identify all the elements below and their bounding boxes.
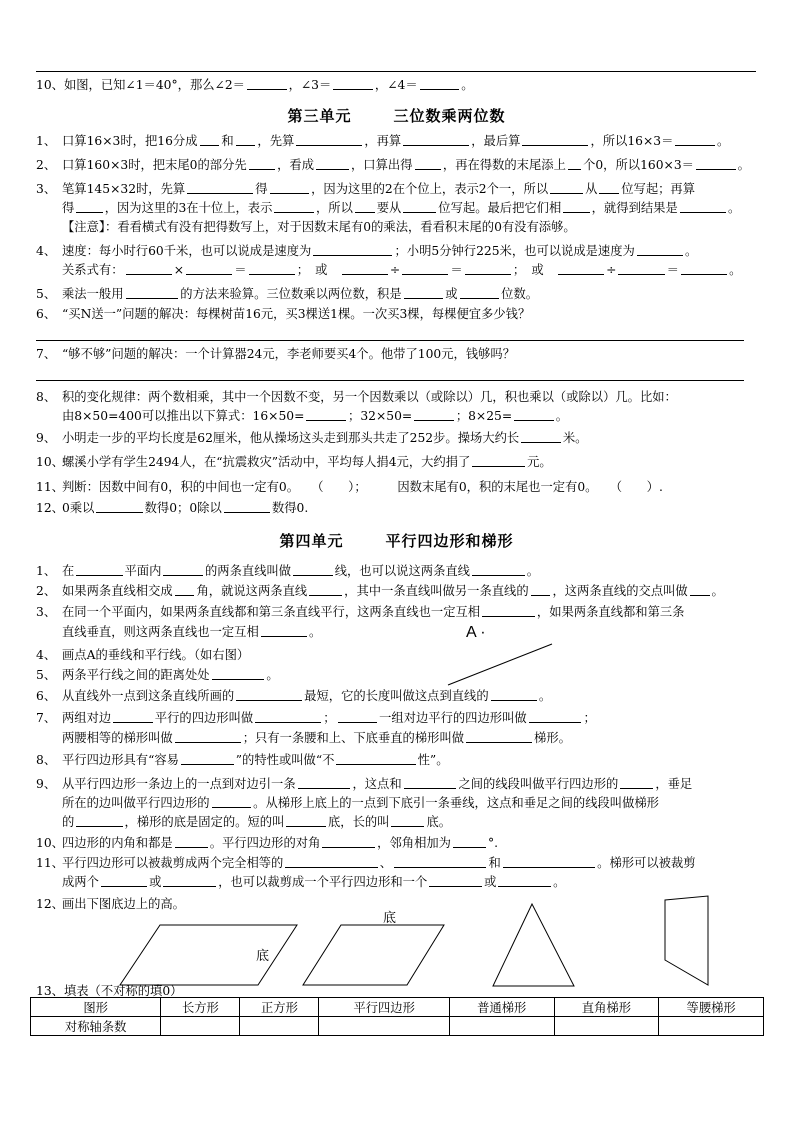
table-answer-cell[interactable] — [240, 1017, 319, 1036]
unit4-line: 1、 在 平面内 的两条直线叫做 线，也可以说这两条直线 。 — [36, 564, 540, 578]
question-number: 9、 — [36, 777, 57, 791]
unit4-line: 6、 从直线外一点到这条直线所画的 最短，它的长度叫做这点到直线的 。 — [36, 689, 552, 703]
question-number: 3、 — [36, 605, 57, 619]
table-answer-cell[interactable] — [319, 1017, 449, 1036]
unit4-line: 直线垂直，则这两条直线也一定互相 。 — [62, 625, 322, 639]
unit3-line: 4、 速度：每小时行60千米，也可以说成是速度为 ；小明5分钟行225米，也可以说成是速度为 。 — [36, 244, 698, 258]
question-number: 12、 — [36, 897, 64, 911]
unit3-line: 1、 口算16×3时，把16分成 和 ，先算 ，再算 ，最后算 ，所以16×3＝ 。 — [36, 134, 730, 148]
unit3-line: 3、 笔算145×32时，先算 得 ，因为这里的2在个位上，表示2个一，所以 从 位写起；再算 — [36, 182, 696, 196]
parallelogram-middle — [303, 925, 444, 985]
unit4-line: 3、 在同一个平面内，如果两条直线都和第三条直线平行，这两条直线也一定互相 ，如果两条直线都和第三条 — [36, 605, 685, 619]
unit4-line: 4、 画点A的垂线和平行线。（如右图） — [36, 648, 250, 662]
unit-title: 第四单元 — [279, 532, 344, 550]
table-header-cell: 等腰梯形 — [659, 998, 764, 1017]
question-number: 1、 — [36, 564, 57, 578]
unit4-line: 两腰相等的梯形叫做 ；只有一条腰和上、下底垂直的梯形叫做 梯形。 — [62, 731, 571, 745]
symmetry-table — [30, 997, 764, 1036]
table-answer-cell[interactable] — [554, 1017, 659, 1036]
unit3-line: 5、 乘法一般用 的方法来验算。三位数乘以两位数，积是 或 位数。 — [36, 287, 539, 301]
base-label-top: 底 — [383, 911, 397, 926]
table-header-cell: 平行四边形 — [319, 998, 449, 1017]
table-answer-cell[interactable] — [161, 1017, 240, 1036]
question-number: 12、 — [36, 501, 64, 515]
triangle — [493, 904, 574, 986]
unit4-line: 12、画出下图底边上的高。 — [36, 897, 185, 911]
unit3-line: 【注意】：看看横式有没有把得数写上，对于因数末尾有0的乘法，看看积末尾的0有没有添够。 — [62, 220, 576, 234]
unit3-line: 2、 口算160×3时，把末尾0的部分先 ，看成 ，口算出得 ，再在得数的末尾添上 个0，所以160×3＝ 。 — [36, 158, 750, 172]
unit4-line: 5、 两条平行线之间的距离处处 。 — [36, 668, 279, 682]
unit3-line: 6、 “买N送一”问题的解决：每棵树苗16元，买3棵送1棵。一次买3棵，每棵便宜多少钱？ — [36, 307, 531, 321]
parallelogram-left — [120, 925, 297, 985]
table-answer-cell[interactable] — [449, 1017, 554, 1036]
question-number: 5、 — [36, 287, 57, 301]
unit3-line: 10、螺溪小学有学生2494人，在“抗震救灾”活动中，平均每人捐4元，大约捐了 元。 — [36, 455, 552, 469]
unit-subtitle: 平行四边形和梯形 — [385, 532, 514, 550]
table-header-cell: 长方形 — [161, 998, 240, 1017]
unit3-line: 9、 小明走一步的平均长度是62厘米，他从操场这头走到那头共走了252步。操场大约长 米。 — [36, 431, 588, 445]
unit4-line: 9、 从平行四边形一条边上的一点到对边引一条 ，这点和 之间的线段叫做平行四边形的 ，垂足 — [36, 777, 693, 791]
unit3-line: 关系式有： × ＝ ； 或 ÷ ＝ ； 或 ÷ ＝ 。 — [62, 263, 742, 277]
question-number: 4、 — [36, 244, 57, 258]
question-number: 10、 — [36, 455, 64, 469]
table-header-cell: 直角梯形 — [554, 998, 659, 1017]
unit3-line: 12、0乘以 数得0；0除以 数得0. — [36, 501, 309, 515]
unit4-line: 2、 如果两条直线相交成 角，就说这两条直线 ，其中一条直线叫做另一条直线的 ，这两条直线的交点叫做 。 — [36, 584, 724, 598]
unit3-line: 得 ，因为这里的3在十位上，表示 ，所以 要从 位写起。最后把它们相 ，就得到结果是 。 — [62, 201, 741, 215]
question-number: 5、 — [36, 668, 57, 682]
question-number: 2、 — [36, 584, 57, 598]
q13-title: 13、填表（不对称的填0） — [36, 984, 183, 998]
line-near-point-a — [448, 644, 552, 685]
unit3-line: 7、 “够不够”问题的解决：一个计算器24元，李老师要买4个。他带了100元，钱够吗？ — [36, 347, 516, 361]
unit-title: 第三单元 — [287, 107, 352, 125]
unit4-line: 10、四边形的内角和都是 。平行四边形的对角 ，邻角相加为 °. — [36, 836, 499, 850]
question-number: 10、 — [36, 836, 64, 850]
unit3-line: 8、 积的变化规律：两个数相乘，其中一个因数不变，另一个因数乘以（或除以）几，积也乘以（或除以）几。比如： — [36, 390, 677, 404]
question-number: 6、 — [36, 307, 57, 321]
unit4-line: 7、 两组对边 平行的四边形叫做 ； 一组对边平行的四边形叫做 ； — [36, 711, 596, 725]
unit4-line: 成两个 或 ，也可以裁剪成一个平行四边形和一个 或 。 — [62, 875, 566, 889]
table-header-cell: 普通梯形 — [449, 998, 554, 1017]
table-answer-cell[interactable] — [659, 1017, 764, 1036]
question-number: 2、 — [36, 158, 57, 172]
unit4-line: 11、平行四边形可以被裁剪成两个完全相等的 、 和 。梯形可以被裁剪 — [36, 856, 696, 870]
question-number: 6、 — [36, 689, 57, 703]
table-header-row — [31, 998, 764, 1017]
question-number: 11、 — [36, 480, 64, 494]
question-number: 7、 — [36, 347, 57, 361]
question-number: 8、 — [36, 390, 57, 404]
question-number: 8、 — [36, 753, 57, 767]
table-header-cell: 正方形 — [240, 998, 319, 1017]
unit-subtitle: 三位数乘两位数 — [393, 107, 506, 125]
trapezoid — [665, 896, 708, 985]
question-number: 1、 — [36, 134, 57, 148]
question-number: 9、 — [36, 431, 57, 445]
angle-question: 10、如图，已知∠1＝40°，那么∠2＝ ，∠3＝ ，∠4＝ 。 — [36, 78, 474, 92]
question-number: 11、 — [36, 856, 64, 870]
table-row-label: 对称轴条数 — [31, 1017, 161, 1036]
table-row — [31, 1017, 764, 1036]
table-header-cell: 图形 — [31, 998, 161, 1017]
question-number: 4、 — [36, 648, 57, 662]
question-number: 7、 — [36, 711, 57, 725]
question-number: 3、 — [36, 182, 57, 196]
unit4-line: 8、 平行四边形具有“容易 ”的特性或叫做“不 性”。 — [36, 753, 449, 767]
unit3-line: 11、判断：因数中间有0，积的中间也一定有0。 （ ）； 因数末尾有0，积的末尾也一定有0。 （ ）. — [36, 480, 663, 494]
unit4-line: 的 ，梯形的底是固定的。短的叫 底，长的叫 底。 — [62, 815, 452, 829]
unit3-line: 由8×50=400可以推出以下算式：16×50= ；32×50= ；8×25= 。 — [62, 409, 569, 423]
base-label-left: 底 — [256, 949, 270, 964]
unit4-line: 所在的边叫做平行四边形的 。从梯形上底上的一点到下底引一条垂线，这点和垂足之间的线段叫做梯形 — [62, 796, 659, 810]
point-a-label: A · — [466, 624, 486, 641]
